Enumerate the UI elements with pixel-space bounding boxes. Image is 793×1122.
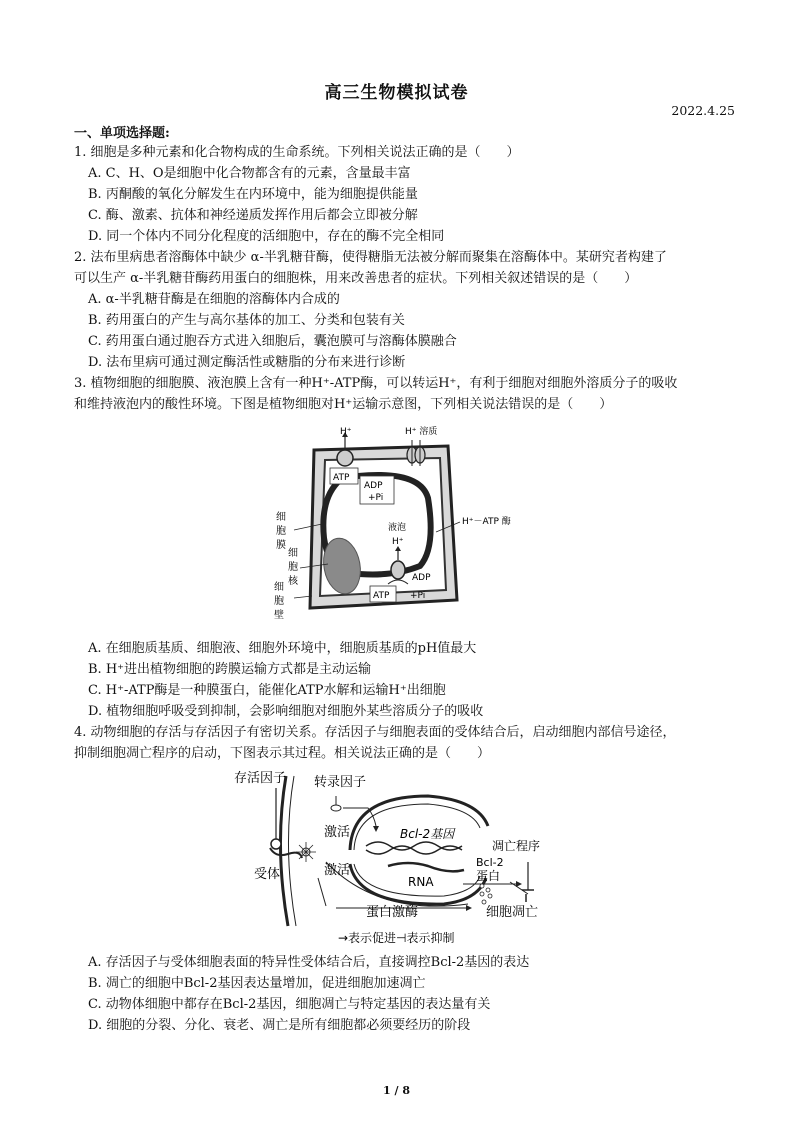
q4-option-d: D. 细胞的分裂、分化、衰老、凋亡是所有细胞都必须要经历的阶段: [88, 1018, 471, 1033]
q3-option-b: B. H⁺进出植物细胞的跨膜运输方式都是主动运输: [88, 662, 372, 677]
label-activate-2: 激活: [324, 863, 351, 878]
label-h-vacuole: H⁺: [392, 537, 404, 547]
label-wall-3: 壁: [274, 610, 284, 621]
q4-option-b: B. 凋亡的细胞中Bcl-2基因表达量增加，促进细胞加速凋亡: [88, 976, 426, 991]
label-nucleus-1: 细: [288, 548, 298, 559]
q2-option-d: D. 法布里病可通过测定酶活性或糖脂的分布来进行诊断: [88, 355, 406, 370]
plant-cell-figure: [270, 418, 511, 628]
q3-option-d: D. 植物细胞呼吸受到抑制，会影响细胞对细胞外某些溶质分子的吸收: [88, 704, 484, 719]
q1-option-b: B. 丙酮酸的氧化分解发生在内环境中，能为细胞提供能量: [88, 187, 418, 202]
q4-option-c: C. 动物体细胞中都存在Bcl-2基因，细胞凋亡与特定基因的表达量有关: [88, 997, 491, 1012]
rna-strand: [388, 863, 464, 871]
q1-option-c: C. 酶、激素、抗体和神经递质发挥作用后都会立即被分解: [88, 208, 418, 223]
question-4-stem-line2: 抑制细胞凋亡程序的启动，下图表示其过程。相关说法正确的是（ ）: [74, 746, 491, 761]
label-cell-apoptosis: 细胞凋亡: [486, 905, 539, 920]
label-wall-2: 胞: [274, 596, 284, 607]
label-legend: →表示促进⊣表示抑制: [338, 931, 455, 945]
top-pump: [337, 450, 353, 466]
q3-option-c: C. H⁺-ATP酶是一种膜蛋白，能催化ATP水解和运输H⁺出细胞: [88, 683, 446, 698]
label-adp-bottom: ADP: [412, 573, 431, 583]
label-h-solute: H⁺ 溶质: [405, 427, 438, 437]
label-receptor: 受体: [254, 867, 281, 882]
label-nucleus-3: 核: [288, 576, 298, 587]
vacuole-pump: [391, 561, 405, 579]
label-bcl2-gene: Bcl-2基因: [400, 827, 455, 841]
label-adp-top: ADP: [364, 481, 383, 491]
label-enzyme: H⁺－ATP 酶: [462, 517, 511, 527]
q4-option-a: A. 存活因子与受体细胞表面的特异性受体结合后，直接调控Bcl-2基因的表达: [88, 955, 530, 970]
q2-option-b: B. 药用蛋白的产生与高尔基体的加工、分类和包装有关: [88, 313, 405, 328]
label-apoptosis-program: 凋亡程序: [492, 839, 541, 853]
label-membrane-1: 细: [276, 512, 286, 523]
q2-option-c: C. 药用蛋白通过胞吞方式进入细胞后，囊泡膜可与溶酶体膜融合: [88, 334, 457, 349]
label-nucleus-2: 胞: [288, 562, 298, 573]
label-activate-1: 激活: [324, 825, 351, 840]
label-survival-factor: 存活因子: [234, 771, 287, 786]
label-atp-bottom: ATP: [373, 591, 390, 601]
page-number: 1 / 8: [383, 1084, 410, 1097]
label-membrane-2: 胞: [276, 526, 286, 537]
question-3-stem-line1: 3. 植物细胞的细胞膜、液泡膜上含有一种H⁺-ATP酶，可以转运H⁺，有利于细胞对细胞外溶质分子的吸收: [74, 376, 678, 391]
label-rna: RNA: [408, 875, 434, 889]
exam-date: 2022.4.25: [671, 103, 735, 118]
section-heading: 一、单项选择题:: [74, 126, 170, 141]
q1-option-a: A. C、H、O是细胞中化合物都含有的元素，含量最丰富: [88, 166, 411, 181]
label-protein-kinase: 蛋白激酶: [366, 905, 419, 920]
survival-factor-molecule: [271, 839, 281, 849]
apoptosis-figure: [228, 766, 568, 946]
label-transcription-factor: 转录因子: [314, 775, 367, 790]
label-vacuole: 液泡: [388, 523, 407, 533]
label-pi-top: +Pi: [368, 493, 384, 503]
q1-option-d: D. 同一个体内不同分化程度的活细胞中，存在的酶不完全相同: [88, 229, 445, 244]
question-2-stem-line2: 可以生产 α-半乳糖苷酶药用蛋白的细胞株，用来改善患者的症状。下列相关叙述错误的是（ ）: [74, 271, 638, 286]
transcription-factor-molecule: [331, 805, 341, 811]
label-bcl2-protein-2: 蛋白: [476, 869, 501, 883]
q2-option-a: A. α-半乳糖苷酶是在细胞的溶酶体内合成的: [88, 292, 340, 307]
label-bcl2-protein-1: Bcl-2: [476, 856, 504, 869]
q3-option-a: A. 在细胞质基质、细胞液、细胞外环境中，细胞质基质的pH值最大: [88, 641, 477, 656]
label-pi-bottom: +Pi: [410, 591, 426, 601]
label-membrane-3: 膜: [276, 540, 286, 551]
page-title: 高三生物模拟试卷: [324, 83, 469, 103]
cell-membrane-arc: [280, 776, 288, 926]
question-2-stem-line1: 2. 法布里病患者溶酶体中缺少 α-半乳糖苷酶，使得糖脂无法被分解而聚集在溶酶体中。某研究者构建了: [74, 250, 667, 265]
label-h-top: H⁺: [340, 427, 352, 437]
label-wall-1: 细: [274, 582, 284, 593]
label-atp-top: ATP: [333, 473, 350, 483]
question-1-stem: 1. 细胞是多种元素和化合物构成的生命系统。下列相关说法正确的是（ ）: [74, 145, 520, 160]
question-3-stem-line2: 和维持液泡内的酸性环境。下图是植物细胞对H⁺运输示意图，下列相关说法错误的是（ ）: [74, 397, 613, 412]
question-4-stem-line1: 4. 动物细胞的存活与存活因子有密切关系。存活因子与细胞表面的受体结合后，启动细胞内部信号途径，: [74, 725, 676, 740]
